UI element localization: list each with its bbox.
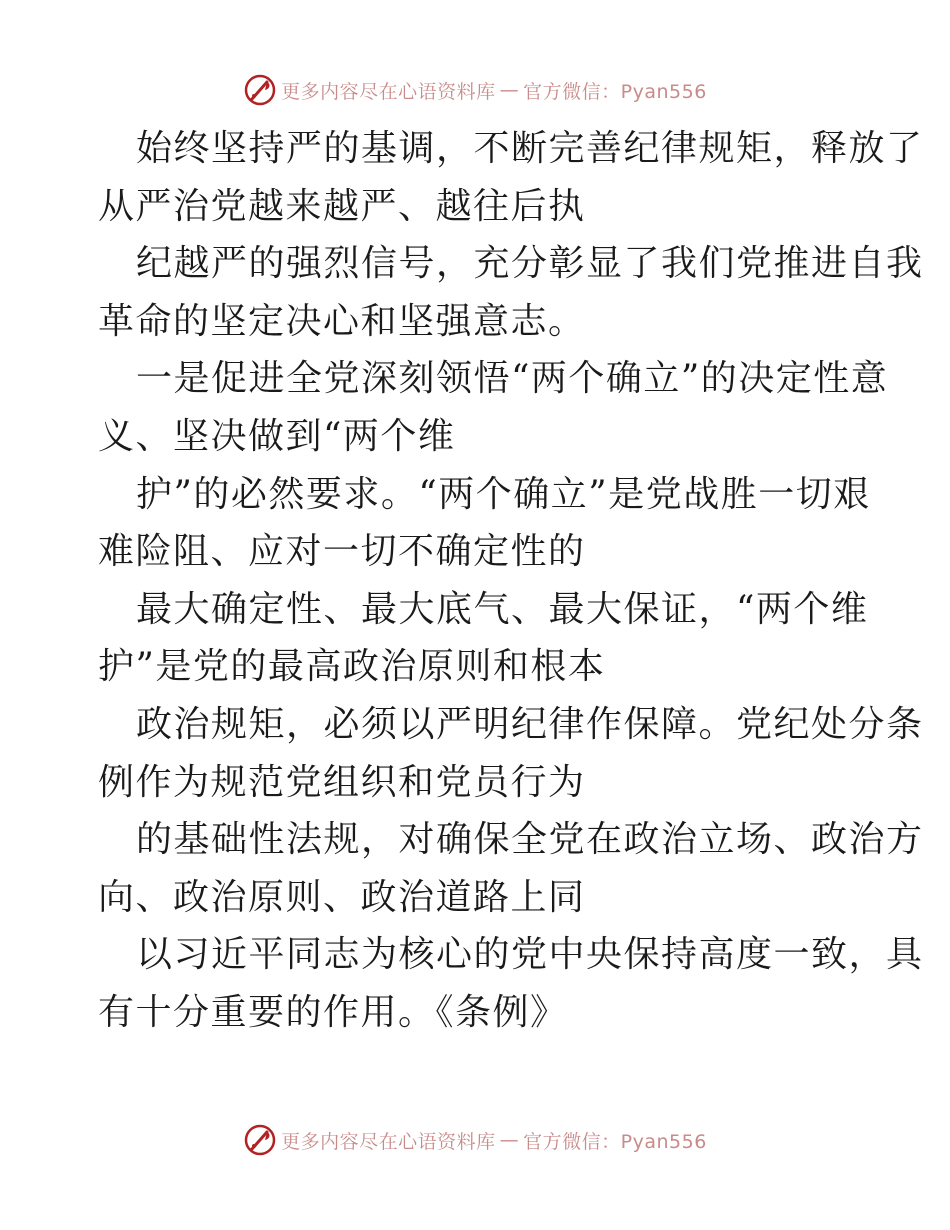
- body-line: 护”的必然要求。“两个确立”是党战胜一切艰: [136, 473, 871, 515]
- body-line: 一是促进全党深刻领悟“两个确立”的决定性意: [136, 358, 889, 400]
- body-line: 护”是党的最高政治原则和根本: [98, 646, 606, 688]
- body-line: 始终坚持严的基调，不断完善纪律规矩，释放了: [136, 128, 924, 169]
- body-line: 从严治党越来越严、越往后执: [98, 185, 586, 227]
- body-line: 难险阻、应对一切不确定性的: [98, 531, 586, 573]
- quill-pen-logo-icon: [243, 1123, 277, 1157]
- body-line: 义、坚决做到“两个维: [98, 415, 456, 457]
- body-line: 革命的坚定决心和坚强意志。: [98, 300, 586, 342]
- footer-watermark-dash: —: [499, 1129, 520, 1151]
- header-watermark-wechat: 官方微信：Pyan556: [523, 80, 707, 103]
- body-line: 最大确定性、最大底气、最大保证，“两个维: [136, 588, 869, 630]
- quill-pen-logo-icon: [243, 73, 277, 107]
- header-watermark-site: 更多内容尽在心语资料库: [281, 80, 496, 103]
- header-watermark-dash: —: [499, 79, 520, 101]
- body-line: 例作为规范党组织和党员行为: [98, 761, 586, 803]
- footer-watermark-wechat: 官方微信：Pyan556: [523, 1130, 707, 1153]
- body-line: 的基础性法规，对确保全党在政治立场、政治方: [136, 819, 924, 861]
- body-line: 向、政治原则、政治道路上同: [98, 876, 586, 918]
- body-line: 纪越严的强烈信号，充分彰显了我们党推进自我: [136, 243, 924, 285]
- document-body: [98, 120, 924, 1042]
- body-line: 政治规矩，必须以严明纪律作保障。党纪处分条: [136, 703, 924, 745]
- body-line: 以习近平同志为核心的党中央保持高度一致，具: [136, 934, 924, 976]
- footer-watermark: [0, 1120, 950, 1160]
- header-watermark: [0, 70, 950, 110]
- footer-watermark-site: 更多内容尽在心语资料库: [281, 1130, 496, 1153]
- body-line: 有十分重要的作用。《条例》: [98, 991, 568, 1033]
